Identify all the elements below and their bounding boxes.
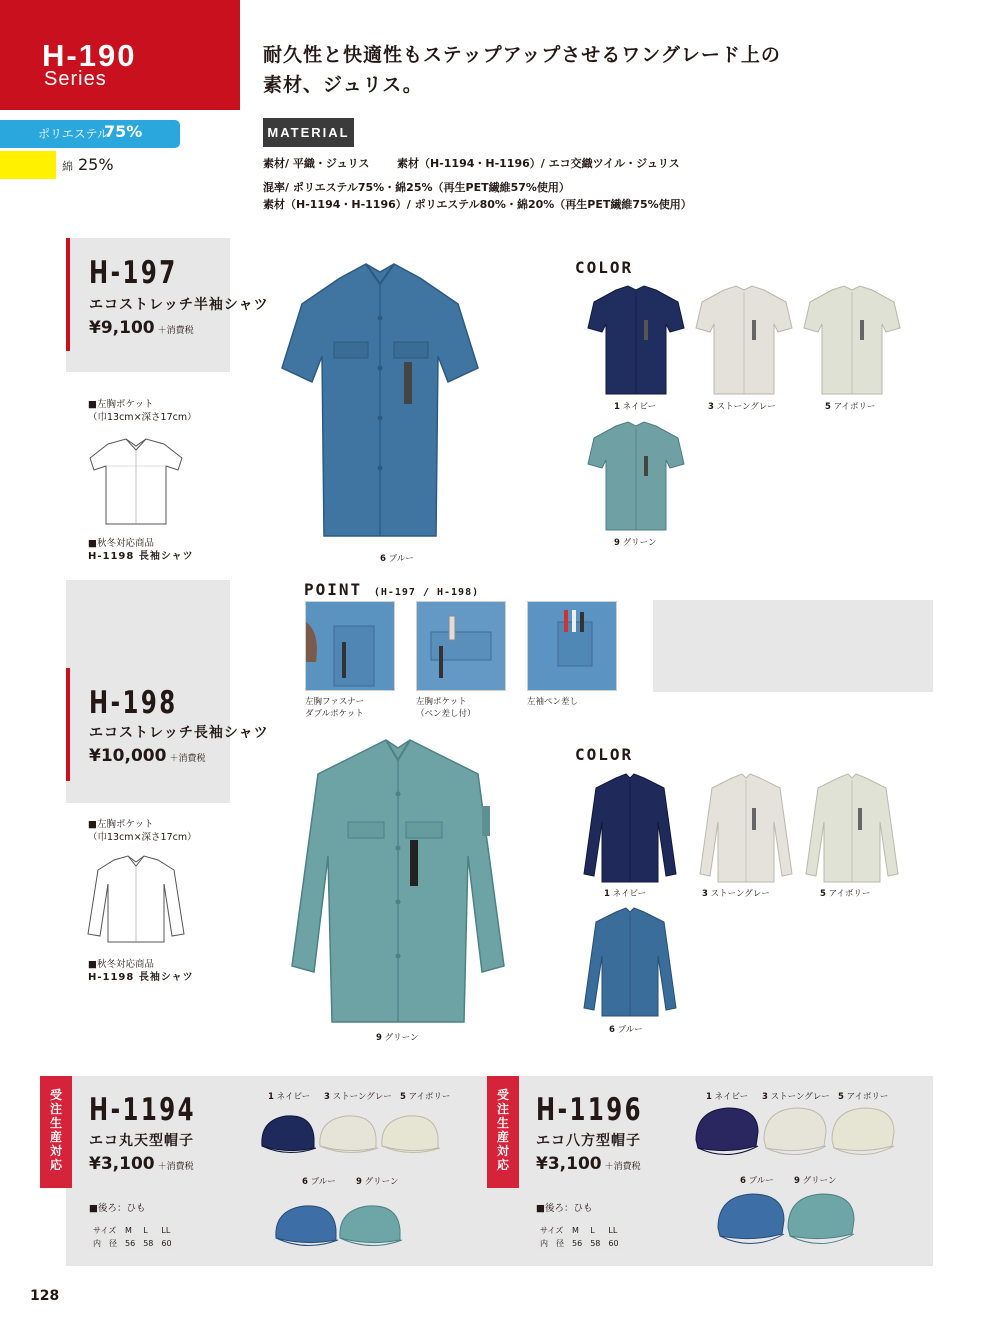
h198-color-ivory-image xyxy=(804,772,900,884)
h197-color-stonegray-caption xyxy=(708,400,776,412)
point-caption-2-line2: （ペン差し付） xyxy=(416,709,476,719)
point-title xyxy=(304,580,479,599)
h1194-size-table xyxy=(89,1224,176,1250)
point-caption-1-line2: ダブルポケット xyxy=(305,709,364,719)
h197-main-shirt-image xyxy=(278,258,483,548)
h1194-cap-ivory-image xyxy=(378,1102,442,1162)
h1194-order-tag-text: 受注生産対応 xyxy=(49,1088,62,1172)
h1196-cap-stonegray-image xyxy=(760,1100,830,1164)
h198-flat-sketch xyxy=(84,854,188,946)
h1196-cap-ivory-caption xyxy=(838,1090,888,1102)
h1196-tax: ＋消費税 xyxy=(604,1162,641,1172)
h198-price-value: ¥10,000 xyxy=(89,746,167,766)
h197-price xyxy=(89,318,194,338)
h197-color-green-num: 9 xyxy=(614,538,620,548)
point-caption-1 xyxy=(305,696,364,720)
size-head-ll: LL xyxy=(608,1226,618,1235)
h198-main-caption xyxy=(376,1031,418,1043)
h198-pocket-label: ■左胸ポケット xyxy=(88,819,154,830)
h1196-cap-navy-name: ネイビー xyxy=(714,1092,749,1102)
h198-season-item: H-1198 長袖シャツ xyxy=(88,972,194,983)
h198-main-shirt-image xyxy=(282,736,514,1032)
h198-color-blue-name: ブルー xyxy=(617,1025,643,1035)
h1194-tax: ＋消費税 xyxy=(157,1162,194,1172)
h198-color-navy-image xyxy=(582,772,678,884)
polyester-label: ポリエステル xyxy=(38,127,109,141)
h197-season xyxy=(88,537,194,563)
size-head-m: M xyxy=(572,1226,579,1235)
size-head-label: サイズ xyxy=(93,1226,117,1235)
h197-color-ivory-num: 5 xyxy=(825,402,831,412)
h197-name: エコストレッチ半袖シャツ xyxy=(89,297,269,313)
h1196-cap-ivory-image xyxy=(828,1100,898,1164)
h198-pocket xyxy=(88,818,197,844)
size-row-l: 58 xyxy=(139,1237,157,1250)
h1194-order-tag xyxy=(40,1076,72,1188)
point-caption-1-line1: 左胸ファスナー xyxy=(305,697,365,707)
h1194-price xyxy=(89,1154,194,1174)
material-line2: 混率/ ポリエステル75%・綿25%（再生PET繊維57%使用） xyxy=(263,181,570,194)
material-line1b: 素材（H-1194・H-1196）/ エコ交織ツイル・ジュリス xyxy=(397,157,680,170)
h1196-size-value-row xyxy=(536,1237,623,1250)
series-code: H-190 xyxy=(42,38,137,73)
h1194-cap-blue-image xyxy=(272,1190,340,1256)
cotton-percent: 25% xyxy=(78,155,114,174)
series-name: Series xyxy=(44,68,107,90)
size-row-label: 内 径 xyxy=(89,1237,121,1250)
h197-color-ivory-caption xyxy=(825,400,875,412)
h1194-cap-stonegray-num: 3 xyxy=(324,1092,330,1102)
h198-tax: ＋消費税 xyxy=(169,754,206,764)
size-head-label: サイズ xyxy=(540,1226,564,1235)
point-photo-1-image xyxy=(306,602,395,691)
h1194-cap-stonegray-name: ストーングレー xyxy=(332,1092,392,1102)
h1196-back: ■後ろ：ひも xyxy=(536,1203,593,1214)
h198-color-stonegray-image xyxy=(698,772,794,884)
h1196-price xyxy=(536,1154,641,1174)
h1194-size-head-row xyxy=(89,1224,176,1237)
h198-color-blue-caption xyxy=(609,1023,643,1035)
material-line1a: 素材/ 平織・ジュリス xyxy=(263,157,370,170)
h197-price-value: ¥9,100 xyxy=(89,318,155,338)
h198-color-title: COLOR xyxy=(575,745,634,764)
point-caption-3-line1: 左袖ペン差し xyxy=(527,697,579,707)
point-caption-3 xyxy=(527,696,578,708)
h197-tax: ＋消費税 xyxy=(157,326,194,336)
h198-main-caption-name: グリーン xyxy=(384,1033,419,1043)
h198-name: エコストレッチ長袖シャツ xyxy=(89,725,269,741)
cotton-label: 綿 xyxy=(62,160,73,173)
material-badge: MATERIAL xyxy=(263,118,354,147)
h1196-cap-green-caption xyxy=(794,1174,836,1186)
h197-color-title: COLOR xyxy=(575,258,634,277)
size-head-l: L xyxy=(143,1226,148,1235)
h1196-cap-ivory-num: 5 xyxy=(838,1092,844,1102)
h198-color-blue-image xyxy=(582,906,678,1018)
h198-color-navy-num: 1 xyxy=(604,889,610,899)
point-photo-3-image xyxy=(528,602,617,691)
h1194-name: エコ丸天型帽子 xyxy=(89,1133,194,1149)
h1196-order-tag-text: 受注生産対応 xyxy=(496,1088,509,1172)
h1196-cap-green-num: 9 xyxy=(794,1176,800,1186)
point-photo-2 xyxy=(416,601,506,691)
material-line3: 素材（H-1194・H-1196）/ ポリエステル80%・綿20%（再生PET繊維75%使用） xyxy=(263,198,692,211)
h198-accent-bar xyxy=(66,668,70,781)
h197-main-caption-num: 6 xyxy=(380,554,386,564)
h198-color-ivory-num: 5 xyxy=(820,889,826,899)
size-row-m: 56 xyxy=(568,1237,586,1250)
h1194-size-value-row xyxy=(89,1237,176,1250)
h1196-cap-blue-num: 6 xyxy=(740,1176,746,1186)
h1194-cap-navy-name: ネイビー xyxy=(276,1092,311,1102)
h197-pocket-size: （巾13cm×深さ17cm） xyxy=(88,412,197,423)
h198-color-ivory-caption xyxy=(820,887,870,899)
size-row-ll: 60 xyxy=(604,1237,622,1250)
size-head-ll: LL xyxy=(161,1226,171,1235)
h197-code: H-197 xyxy=(89,255,178,291)
h198-season-label: ■秋冬対応商品 xyxy=(88,959,154,970)
h1196-cap-blue-name: ブルー xyxy=(748,1176,774,1186)
h197-main-caption-name: ブルー xyxy=(388,554,414,564)
size-head-m: M xyxy=(125,1226,132,1235)
page-number: 128 xyxy=(30,1288,60,1304)
h197-color-green-image xyxy=(586,420,686,532)
h197-color-green-caption xyxy=(614,536,656,548)
polyester-percent: 75% xyxy=(104,122,143,141)
size-row-m: 56 xyxy=(121,1237,139,1250)
h198-price xyxy=(89,746,205,766)
h1194-cap-blue-caption xyxy=(302,1175,336,1187)
h1196-cap-stonegray-name: ストーングレー xyxy=(770,1092,830,1102)
h1196-price-value: ¥3,100 xyxy=(536,1154,602,1174)
h197-flat-sketch xyxy=(86,436,186,528)
h1196-cap-blue-image xyxy=(714,1186,788,1254)
h1196-cap-blue-caption xyxy=(740,1174,774,1186)
h198-color-navy-name: ネイビー xyxy=(612,889,647,899)
h198-color-stonegray-caption xyxy=(702,887,770,899)
point-title-label: POINT xyxy=(304,580,363,599)
h1196-cap-navy-num: 1 xyxy=(706,1092,712,1102)
headline-line2: 素材、ジュリス。 xyxy=(263,74,423,96)
h1194-cap-navy-caption xyxy=(268,1090,310,1102)
h198-pocket-size: （巾13cm×深さ17cm） xyxy=(88,832,197,843)
h1196-cap-navy-caption xyxy=(706,1090,748,1102)
h198-code: H-198 xyxy=(89,685,178,721)
point-subtitle: (H-197 / H-198) xyxy=(373,587,480,598)
h197-season-item: H-1198 長袖シャツ xyxy=(88,551,194,562)
h197-season-label: ■秋冬対応商品 xyxy=(88,538,154,549)
h197-main-caption xyxy=(380,552,414,564)
h197-color-ivory-image xyxy=(802,284,902,396)
h197-accent-bar xyxy=(66,238,70,351)
h198-main-caption-num: 9 xyxy=(376,1033,382,1043)
h1194-price-value: ¥3,100 xyxy=(89,1154,155,1174)
h197-color-navy-image xyxy=(586,284,686,396)
h1196-cap-stonegray-num: 3 xyxy=(762,1092,768,1102)
h1196-size-head-row xyxy=(536,1224,623,1237)
point-photo-2-image xyxy=(417,602,506,691)
h198-color-ivory-name: アイボリー xyxy=(828,889,871,899)
size-row-l: 58 xyxy=(586,1237,604,1250)
h198-color-navy-caption xyxy=(604,887,646,899)
h1194-cap-navy-image xyxy=(258,1102,318,1162)
headline xyxy=(263,40,781,100)
h1194-back: ■後ろ：ひも xyxy=(89,1203,146,1214)
h197-pocket-label: ■左胸ポケット xyxy=(88,399,154,410)
h197-pocket xyxy=(88,398,197,424)
h197-color-navy-num: 1 xyxy=(614,402,620,412)
h1194-cap-green-name: グリーン xyxy=(364,1177,399,1187)
h197-color-navy-name: ネイビー xyxy=(622,402,657,412)
h1194-cap-stonegray-image xyxy=(316,1102,380,1162)
h1194-cap-ivory-num: 5 xyxy=(400,1092,406,1102)
h197-color-stonegray-name: ストーングレー xyxy=(716,402,776,412)
point-caption-2 xyxy=(416,696,476,720)
size-row-ll: 60 xyxy=(157,1237,175,1250)
h198-color-stonegray-num: 3 xyxy=(702,889,708,899)
h1194-cap-navy-num: 1 xyxy=(268,1092,274,1102)
h1196-code: H-1196 xyxy=(536,1092,644,1128)
size-head-l: L xyxy=(590,1226,595,1235)
h1194-cap-stonegray-caption xyxy=(324,1090,392,1102)
h1194-cap-green-num: 9 xyxy=(356,1177,362,1187)
headline-line1: 耐久性と快適性もステップアップさせるワングレード上の xyxy=(263,44,781,66)
point-photo-1 xyxy=(305,601,395,691)
h1194-cap-blue-name: ブルー xyxy=(310,1177,336,1187)
h1196-name: エコ八方型帽子 xyxy=(536,1133,641,1149)
h1194-cap-green-caption xyxy=(356,1175,398,1187)
h1194-cap-green-image xyxy=(336,1190,404,1256)
h1196-cap-green-image xyxy=(784,1186,858,1254)
h1196-cap-green-name: グリーン xyxy=(802,1176,837,1186)
h1196-cap-ivory-name: アイボリー xyxy=(846,1092,889,1102)
h1194-cap-ivory-name: アイボリー xyxy=(408,1092,451,1102)
h1196-order-tag xyxy=(487,1076,519,1188)
h1194-code: H-1194 xyxy=(89,1092,197,1128)
point-caption-2-line1: 左胸ポケット xyxy=(416,697,467,707)
h198-color-blue-num: 6 xyxy=(609,1025,615,1035)
h197-color-stonegray-image xyxy=(694,284,794,396)
h1196-size-table xyxy=(536,1224,623,1250)
h1196-cap-stonegray-caption xyxy=(762,1090,830,1102)
h197-color-ivory-name: アイボリー xyxy=(833,402,876,412)
h198-season xyxy=(88,958,194,984)
size-row-label: 内 径 xyxy=(536,1237,568,1250)
h197-color-green-name: グリーン xyxy=(622,538,657,548)
h1194-cap-ivory-caption xyxy=(400,1090,450,1102)
point-photo-3 xyxy=(527,601,617,691)
h197-color-navy-caption xyxy=(614,400,656,412)
h1194-cap-blue-num: 6 xyxy=(302,1177,308,1187)
h197-color-stonegray-num: 3 xyxy=(708,402,714,412)
cotton-bar xyxy=(0,151,56,179)
h1196-cap-navy-image xyxy=(692,1100,762,1164)
h198-color-stonegray-name: ストーングレー xyxy=(710,889,770,899)
